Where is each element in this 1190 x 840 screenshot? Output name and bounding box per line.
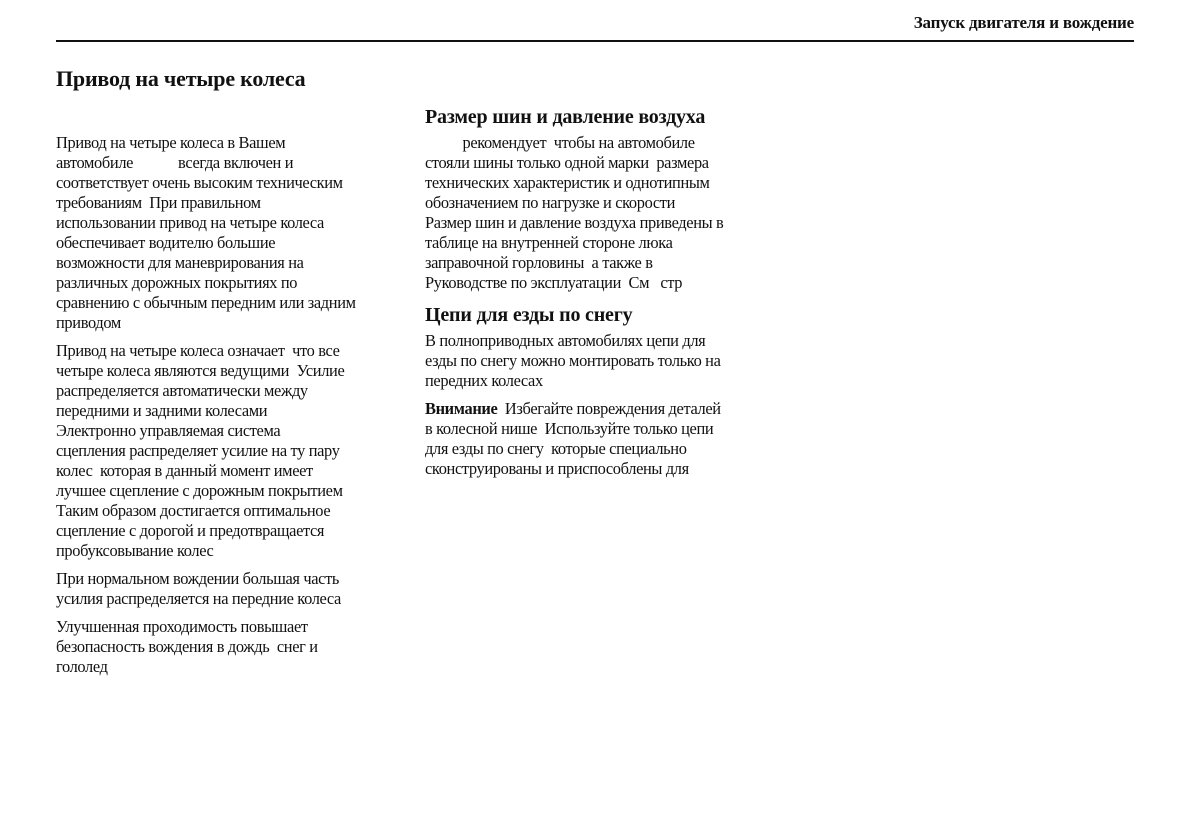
text-line: Улучшенная проходимость повышает (56, 617, 308, 636)
text-line: Таким образом достигается оптимальное (56, 501, 331, 520)
text-line: приводом (56, 313, 121, 332)
running-head: Запуск двигателя и вождение (913, 13, 1134, 32)
header-rule (56, 40, 1134, 42)
text-line: передних колесах (425, 371, 543, 390)
warning-label: Внимание (425, 399, 498, 418)
text-line: пробуксовывание колес (56, 541, 214, 560)
paragraph-all-wheels (56, 341, 344, 561)
text-line: сравнению с обычным передним или задним (56, 293, 356, 312)
text-line: различных дорожных покрытиях по (56, 273, 298, 292)
paragraph-normal-driving (56, 569, 341, 609)
text-line: Привод на четыре колеса в Вашем (56, 133, 286, 152)
tires-heading: Размер шин и давление воздуха (425, 106, 706, 128)
text-line: Привод на четыре колеса означает что все (56, 341, 340, 360)
text-line: обеспечивает водителю большие (56, 233, 276, 252)
text-line: использовании привод на четыре колеса (56, 213, 324, 232)
text-line: колес которая в данный момент имеет (56, 461, 313, 480)
text-line: для езды по снегу которые специально (425, 439, 687, 458)
page-title: Привод на четыре колеса (56, 66, 306, 91)
paragraph-warning (425, 399, 721, 479)
text-line: четыре колеса являются ведущими Усилие (56, 361, 345, 380)
text-line: требованиям При правильном (56, 193, 261, 212)
paragraph-intro (56, 133, 356, 333)
text-line: передними и задними колесами (56, 401, 268, 420)
text-line: сцепление с дорогой и предотвращается (56, 521, 325, 540)
paragraph-tires (425, 133, 723, 293)
text-line: соответствует очень высоким техническим (56, 173, 343, 192)
text-line: стояли шины только одной марки размера (425, 153, 709, 172)
paragraph-snow-chains (425, 331, 721, 391)
text-line: Электронно управляемая система (56, 421, 281, 440)
text-line: При нормальном вождении большая часть (56, 569, 340, 588)
text-line: автомобиле всегда включен и (56, 153, 294, 172)
text-line: заправочной горловины а также в (425, 253, 653, 272)
warning-first-line-text: Избегайте повреждения деталей (497, 399, 721, 418)
text-line: технических характеристик и однотипным (425, 173, 710, 192)
text-line: возможности для маневрирования на (56, 253, 304, 272)
text-line: сконструированы и приспособлены для (425, 459, 689, 478)
text-line: обозначением по нагрузке и скорости (425, 193, 676, 212)
snow-chains-heading: Цепи для езды по снегу (425, 304, 633, 326)
text-line: распределяется автоматически между (56, 381, 308, 400)
text-line: лучшее сцепление с дорожным покрытием (56, 481, 343, 500)
text-line: таблице на внутренней стороне люка (425, 233, 673, 252)
text-line: гололед (56, 657, 108, 676)
text-line: Размер шин и давление воздуха приведены в (425, 213, 724, 232)
text-line: сцепления распределяет усилие на ту пару (56, 441, 340, 460)
text-line: езды по снегу можно монтировать только на (425, 351, 721, 370)
paragraph-passability (56, 617, 318, 677)
text-line: безопасность вождения в дождь снег и (56, 637, 318, 656)
warning-first-line (425, 399, 721, 419)
text-line: В полноприводных автомобилях цепи для (425, 331, 706, 350)
text-line: Руководстве по эксплуатации См стр (425, 273, 683, 292)
text-line: рекомендует чтобы на автомобиле (425, 133, 695, 152)
text-line: в колесной нише Используйте только цепи (425, 419, 714, 438)
text-line: усилия распределяется на передние колеса (56, 589, 341, 608)
